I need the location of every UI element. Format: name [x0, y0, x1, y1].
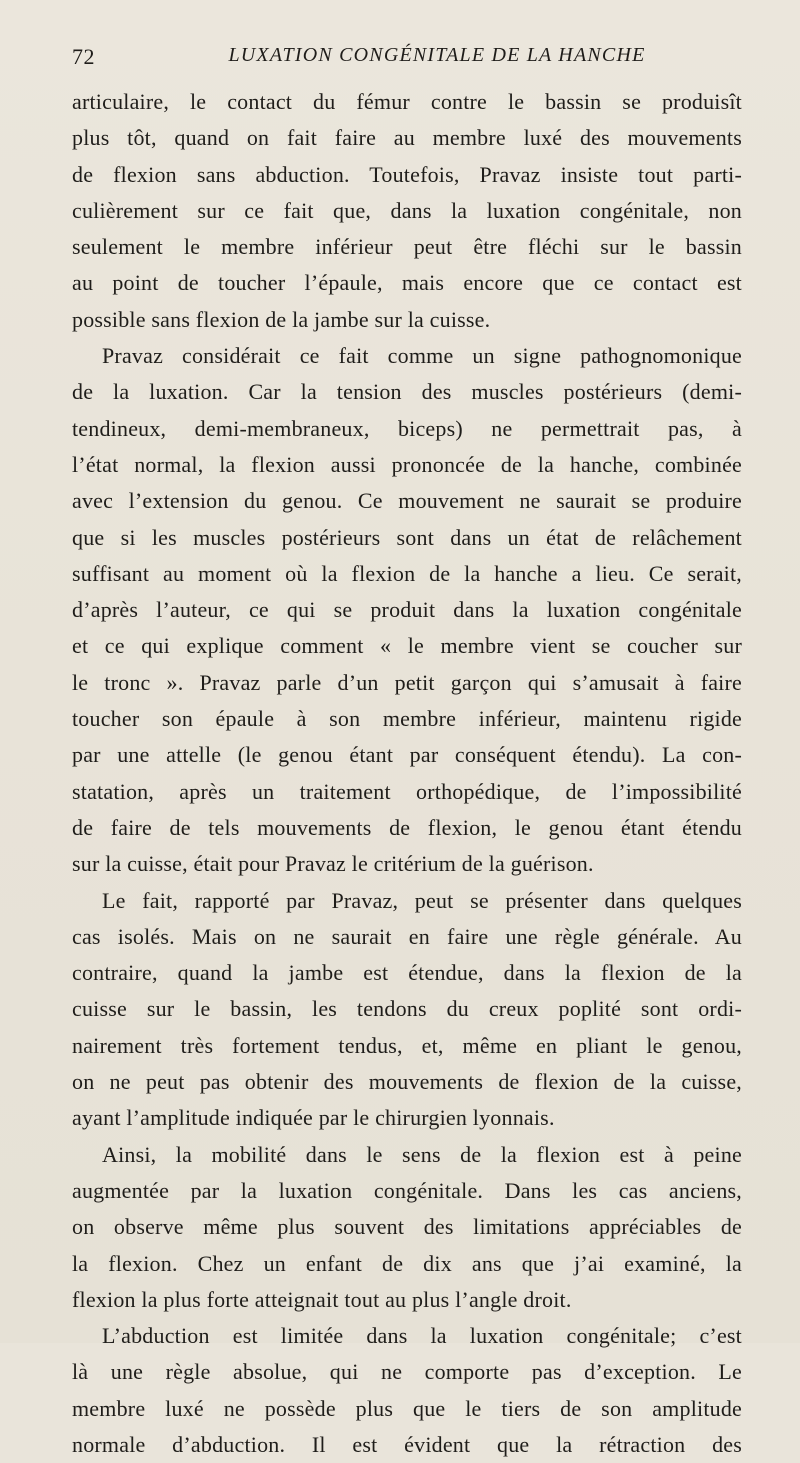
text-line: L’abduction est limitée dans la luxation congénitale; c’est	[102, 1323, 742, 1349]
text-line: suffisant au moment où la flexion de la hanche a lieu. Ce serait,	[72, 560, 742, 586]
text-line: cas isolés. Mais on ne saurait en faire une règle générale. Au	[72, 923, 742, 949]
text-line: la flexion. Chez un enfant de dix ans que j’ai examiné, la	[72, 1250, 742, 1276]
text-line: au point de toucher l’épaule, mais encore que ce contact est	[72, 270, 742, 296]
text-line: de faire de tels mouvements de flexion, le genou étant étendu	[72, 814, 742, 840]
text-line: toucher son épaule à son membre inférieur, maintenu rigide	[72, 706, 742, 732]
text-line: on ne peut pas obtenir des mouvements de flexion de la cuisse,	[72, 1069, 742, 1095]
text-line: plus tôt, quand on fait faire au membre luxé des mouvements	[72, 125, 742, 151]
text-line: flexion la plus forte atteignait tout au plus l’angle droit.	[72, 1286, 572, 1312]
text-line: cuisse sur le bassin, les tendons du creux poplité sont ordi-	[72, 996, 742, 1022]
text-line: le tronc ». Pravaz parle d’un petit garçon qui s’amusait à faire	[72, 669, 742, 695]
running-head	[72, 44, 742, 80]
text-line: d’après l’auteur, ce qui se produit dans la luxation congénitale	[72, 597, 742, 623]
text-line: de la luxation. Car la tension des muscles postérieurs (demi-	[72, 379, 742, 405]
text-line: Ainsi, la mobilité dans le sens de la flexion est à peine	[102, 1141, 742, 1167]
text-line: Le fait, rapporté par Pravaz, peut se présenter dans quelques	[102, 887, 742, 913]
text-line: statation, après un traitement orthopédique, de l’impossibilité	[72, 778, 742, 804]
text-line: ayant l’amplitude indiquée par le chirurgien lyonnais.	[72, 1105, 555, 1131]
text-line: tendineux, demi-membraneux, biceps) ne permettrait pas, à	[72, 415, 742, 441]
text-line: là une règle absolue, qui ne comporte pas d’exception. Le	[72, 1359, 742, 1385]
text-line: membre luxé ne possède plus que le tiers de son amplitude	[72, 1395, 742, 1421]
text-line: seulement le membre inférieur peut être fléchi sur le bassin	[72, 234, 742, 260]
text-line: augmentée par la luxation congénitale. Dans les cas anciens,	[72, 1177, 742, 1203]
text-line: possible sans flexion de la jambe sur la cuisse.	[72, 306, 491, 332]
text-line: de flexion sans abduction. Toutefois, Pravaz insiste tout parti-	[72, 161, 742, 187]
text-line: normale d’abduction. Il est évident que la rétraction des	[72, 1431, 742, 1457]
text-line: nairement très fortement tendus, et, même en pliant le genou,	[72, 1032, 742, 1058]
text-line: Pravaz considérait ce fait comme un signe pathognomonique	[102, 343, 742, 369]
text-line: articulaire, le contact du fémur contre le bassin se produisît	[72, 89, 742, 114]
text-line: par une attelle (le genou étant par conséquent étendu). La con-	[72, 742, 742, 768]
text-line: sur la cuisse, était pour Pravaz le critérium de la guérison.	[72, 851, 594, 877]
text-line: on observe même plus souvent des limitations appréciables de	[72, 1214, 742, 1240]
text-line: culièrement sur ce fait que, dans la luxation congénitale, non	[72, 197, 742, 223]
text-line: contraire, quand la jambe est étendue, dans la flexion de la	[72, 960, 742, 986]
text-line: que si les muscles postérieurs sont dans un état de relâchement	[72, 524, 742, 550]
text-line: l’état normal, la flexion aussi prononcée de la hanche, combinée	[72, 451, 742, 477]
body-text	[72, 84, 742, 1463]
text-line: avec l’extension du genou. Ce mouvement ne saurait se produire	[72, 488, 742, 514]
page-number: 72	[72, 44, 95, 69]
text-line: et ce qui explique comment « le membre vient se coucher sur	[72, 633, 742, 659]
running-title: LUXATION CONGÉNITALE DE LA HANCHE	[228, 44, 646, 66]
